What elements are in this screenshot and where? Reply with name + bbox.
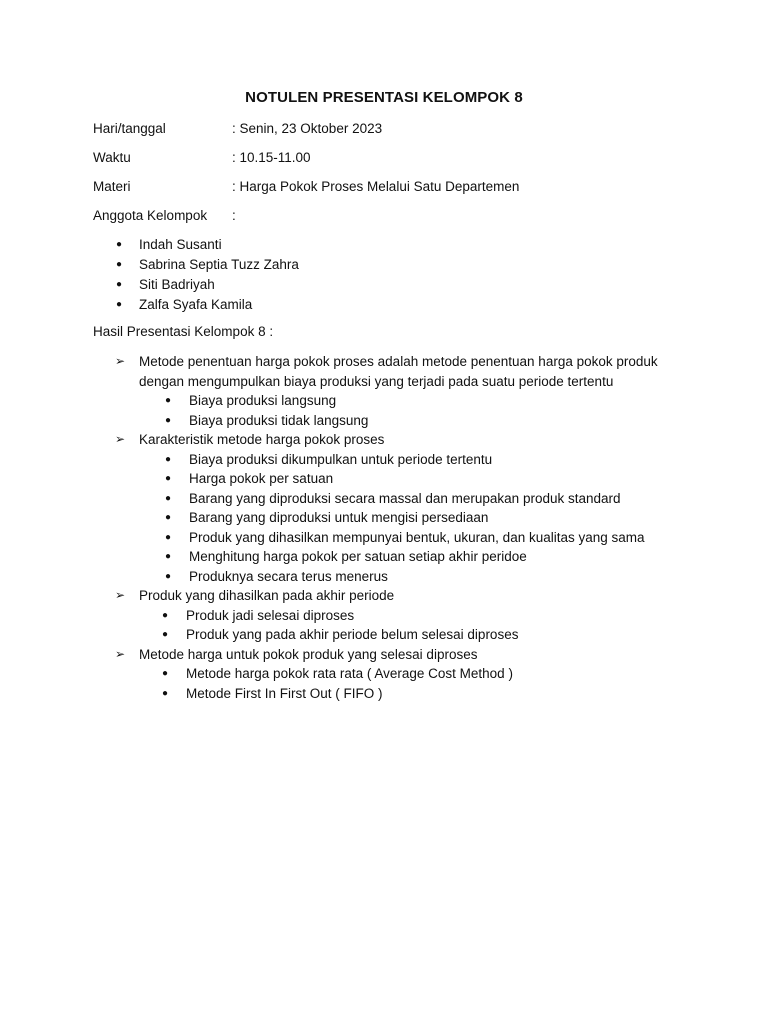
sub-item-text: Metode harga pokok rata rata ( Average Cost Method ): [186, 666, 513, 681]
bullet-icon: ●: [162, 687, 169, 699]
sub-item-text: Barang yang diproduksi secara massal dan merupakan produk standard: [189, 490, 621, 506]
results-list: [0, 352, 768, 703]
arrow-bullet-icon: ➢: [115, 588, 126, 602]
bullet-icon: ●: [165, 570, 172, 582]
sub-list: [0, 450, 768, 587]
arrow-bullet-icon: ➢: [115, 432, 126, 446]
bullet-icon: ●: [162, 609, 169, 621]
sub-item-text: Menghitung harga pokok per satuan setiap akhir peridoe: [189, 549, 527, 564]
arrow-bullet-icon: ➢: [115, 354, 126, 368]
bullet-icon: ●: [165, 551, 172, 562]
list-item: [0, 489, 768, 509]
meta-value: :: [232, 208, 236, 223]
list-item: [0, 567, 768, 587]
sub-item-text: Produk jadi selesai diproses: [186, 607, 355, 623]
list-item: [0, 625, 768, 645]
list-item: [0, 255, 768, 275]
result-section: [0, 645, 768, 704]
result-section: [0, 586, 768, 645]
member-name: Zalfa Syafa Kamila: [139, 297, 253, 312]
bullet-icon: ●: [116, 279, 123, 290]
result-section: [0, 352, 768, 430]
list-item: [0, 508, 768, 528]
section-text: Karakteristik metode harga pokok proses: [139, 432, 385, 447]
meta-value: : Senin, 23 Oktober 2023: [232, 121, 383, 136]
sub-item-text: Barang yang diproduksi untuk mengisi persediaan: [189, 510, 489, 525]
meta-label: Anggota Kelompok: [93, 208, 208, 223]
list-item: [0, 391, 768, 411]
sub-item-text: Biaya produksi dikumpulkan untuk periode tertentu: [189, 451, 493, 467]
list-item: [0, 606, 768, 626]
meta-label: Materi: [93, 179, 131, 194]
sub-item-text: Produknya secara terus menerus: [189, 568, 388, 584]
bullet-icon: ●: [165, 473, 172, 484]
section-text: Metode penentuan harga pokok proses adalah metode penentuan harga pokok produk dengan mengumpulkan biaya produksi yang terjadi pada suatu periode tertentu: [139, 354, 658, 389]
list-item: [0, 295, 768, 315]
sub-item-text: Harga pokok per satuan: [189, 471, 334, 486]
list-item: [0, 547, 768, 567]
bullet-icon: ●: [116, 299, 123, 310]
sub-list: [0, 391, 768, 430]
meta-label: Waktu: [93, 150, 131, 165]
member-list: [0, 235, 768, 315]
sub-item-text: Biaya produksi langsung: [189, 393, 337, 408]
bullet-icon: ●: [165, 531, 172, 543]
bullet-icon: ●: [162, 629, 169, 640]
result-section: [0, 430, 768, 586]
bullet-icon: ●: [165, 414, 172, 426]
list-item: [0, 275, 768, 295]
hasil-heading: Hasil Presentasi Kelompok 8 :: [93, 324, 274, 339]
bullet-icon: ●: [165, 453, 172, 465]
bullet-icon: ●: [165, 492, 172, 504]
list-item: [0, 450, 768, 470]
sub-item-text: Metode First In First Out ( FIFO ): [186, 685, 383, 701]
bullet-icon: ●: [165, 512, 172, 523]
bullet-icon: ●: [165, 395, 172, 406]
sub-item-text: Biaya produksi tidak langsung: [189, 412, 369, 428]
meta-value: : 10.15-11.00: [232, 150, 311, 165]
list-item: [0, 684, 768, 704]
sub-list: [0, 664, 768, 703]
list-item: [0, 411, 768, 431]
list-item: [0, 528, 768, 548]
list-item: [0, 664, 768, 684]
bullet-icon: ●: [116, 259, 123, 270]
meta-value: : Harga Pokok Proses Melalui Satu Departemen: [232, 179, 520, 194]
sub-list: [0, 606, 768, 645]
section-text: Metode harga untuk pokok produk yang selesai diproses: [139, 646, 478, 662]
bullet-icon: ●: [116, 239, 123, 250]
arrow-bullet-icon: ➢: [115, 646, 126, 661]
list-item: [0, 469, 768, 489]
member-name: Sabrina Septia Tuzz Zahra: [139, 257, 299, 272]
document-title: NOTULEN PRESENTASI KELOMPOK 8: [245, 89, 523, 106]
sub-item-text: Produk yang dihasilkan mempunyai bentuk, ukuran, dan kualitas yang sama: [189, 529, 645, 545]
member-name: Siti Badriyah: [139, 277, 215, 292]
section-text: Produk yang dihasilkan pada akhir periode: [139, 588, 395, 603]
bullet-icon: ●: [162, 668, 169, 679]
meta-label: Hari/tanggal: [93, 121, 166, 136]
member-name: Indah Susanti: [139, 237, 222, 252]
list-item: [0, 235, 768, 255]
sub-item-text: Produk yang pada akhir periode belum selesai diproses: [186, 627, 519, 642]
